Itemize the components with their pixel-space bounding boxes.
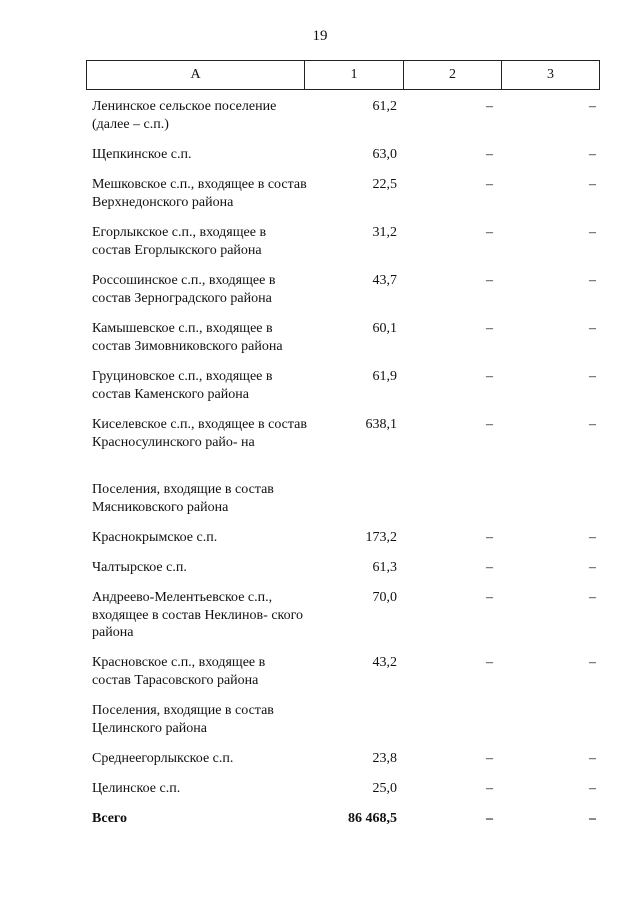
- row-value-3: –: [589, 560, 596, 575]
- row-value-2: –: [486, 147, 493, 162]
- row-value-1: 60,1: [372, 321, 397, 336]
- row-value-3: –: [589, 99, 596, 114]
- row-name: Андреево-Мелентьевское с.п., входящее в состав Неклинов- ского района: [92, 590, 304, 640]
- row-value-3: –: [589, 751, 596, 766]
- row-name: Поселения, входящие в состав Целинского района: [92, 703, 274, 736]
- row-value-1: 638,1: [365, 417, 397, 432]
- row-value-2: –: [486, 177, 493, 192]
- row-name: Россошинское с.п., входящее в состав Зерноградского района: [92, 273, 276, 306]
- row-value-3: –: [589, 225, 596, 240]
- row-value-3: –: [589, 811, 596, 826]
- row-value-3: –: [589, 177, 596, 192]
- row-name: Всего: [92, 811, 127, 826]
- row-value-1: 22,5: [372, 177, 397, 192]
- row-name: Киселевское с.п., входящее в состав Красносулинского райо- на: [92, 417, 307, 450]
- row-value-1: 23,8: [372, 751, 397, 766]
- header-col-3: 3: [547, 67, 554, 82]
- table-header: [86, 60, 600, 90]
- header-col-a: А: [87, 61, 305, 89]
- row-name: Ленинское сельское поселение (далее – с.п.): [92, 99, 277, 132]
- row-name: Груциновское с.п., входящее в состав Каменского района: [92, 369, 273, 402]
- row-value-1: 70,0: [372, 590, 397, 605]
- row-value-2: –: [486, 417, 493, 432]
- row-value-1: 61,2: [372, 99, 397, 114]
- row-value-3: –: [589, 417, 596, 432]
- row-value-2: –: [486, 530, 493, 545]
- row-value-3: –: [589, 321, 596, 336]
- row-value-3: –: [589, 781, 596, 796]
- row-value-3: –: [589, 530, 596, 545]
- row-value-2: –: [486, 590, 493, 605]
- row-value-2: –: [486, 273, 493, 288]
- row-name: Камышевское с.п., входящее в состав Зимовниковского района: [92, 321, 283, 354]
- row-value-3: –: [589, 655, 596, 670]
- row-value-3: –: [589, 273, 596, 288]
- row-name: Чалтырское с.п.: [92, 560, 187, 575]
- row-name: Щепкинское с.п.: [92, 147, 192, 162]
- row-value-1: 43,7: [372, 273, 397, 288]
- row-value-2: –: [486, 225, 493, 240]
- row-value-1: 86 468,5: [348, 811, 397, 826]
- row-name: Мешковское с.п., входящее в состав Верхнедонского района: [92, 177, 307, 210]
- row-value-2: –: [486, 321, 493, 336]
- header-col-1: 1: [305, 61, 404, 89]
- row-value-3: –: [589, 369, 596, 384]
- row-name: Целинское с.п.: [92, 781, 181, 796]
- row-value-1: 63,0: [372, 147, 397, 162]
- row-value-1: 25,0: [372, 781, 397, 796]
- header-col-2: 2: [404, 61, 502, 89]
- row-value-1: 43,2: [372, 655, 397, 670]
- row-value-2: –: [486, 811, 493, 826]
- page-number: 19: [312, 28, 328, 44]
- row-name: Краснокрымское с.п.: [92, 530, 218, 545]
- row-value-2: –: [486, 560, 493, 575]
- row-name: Поселения, входящие в состав Мясниковского района: [92, 482, 274, 515]
- row-value-2: –: [486, 99, 493, 114]
- row-name: Красновское с.п., входящее в состав Тарасовского района: [92, 655, 266, 688]
- row-value-2: –: [486, 655, 493, 670]
- row-value-1: 31,2: [372, 225, 397, 240]
- row-value-1: 61,3: [372, 560, 397, 575]
- row-value-2: –: [486, 369, 493, 384]
- row-value-2: –: [486, 751, 493, 766]
- row-value-3: –: [589, 147, 596, 162]
- row-name: Среднеегорлыкское с.п.: [92, 751, 234, 766]
- row-value-2: –: [486, 781, 493, 796]
- row-value-1: 61,9: [372, 369, 397, 384]
- row-name: Егорлыкское с.п., входящее в состав Егорлыкского района: [92, 225, 267, 258]
- row-value-1: 173,2: [365, 530, 397, 545]
- row-value-3: –: [589, 590, 596, 605]
